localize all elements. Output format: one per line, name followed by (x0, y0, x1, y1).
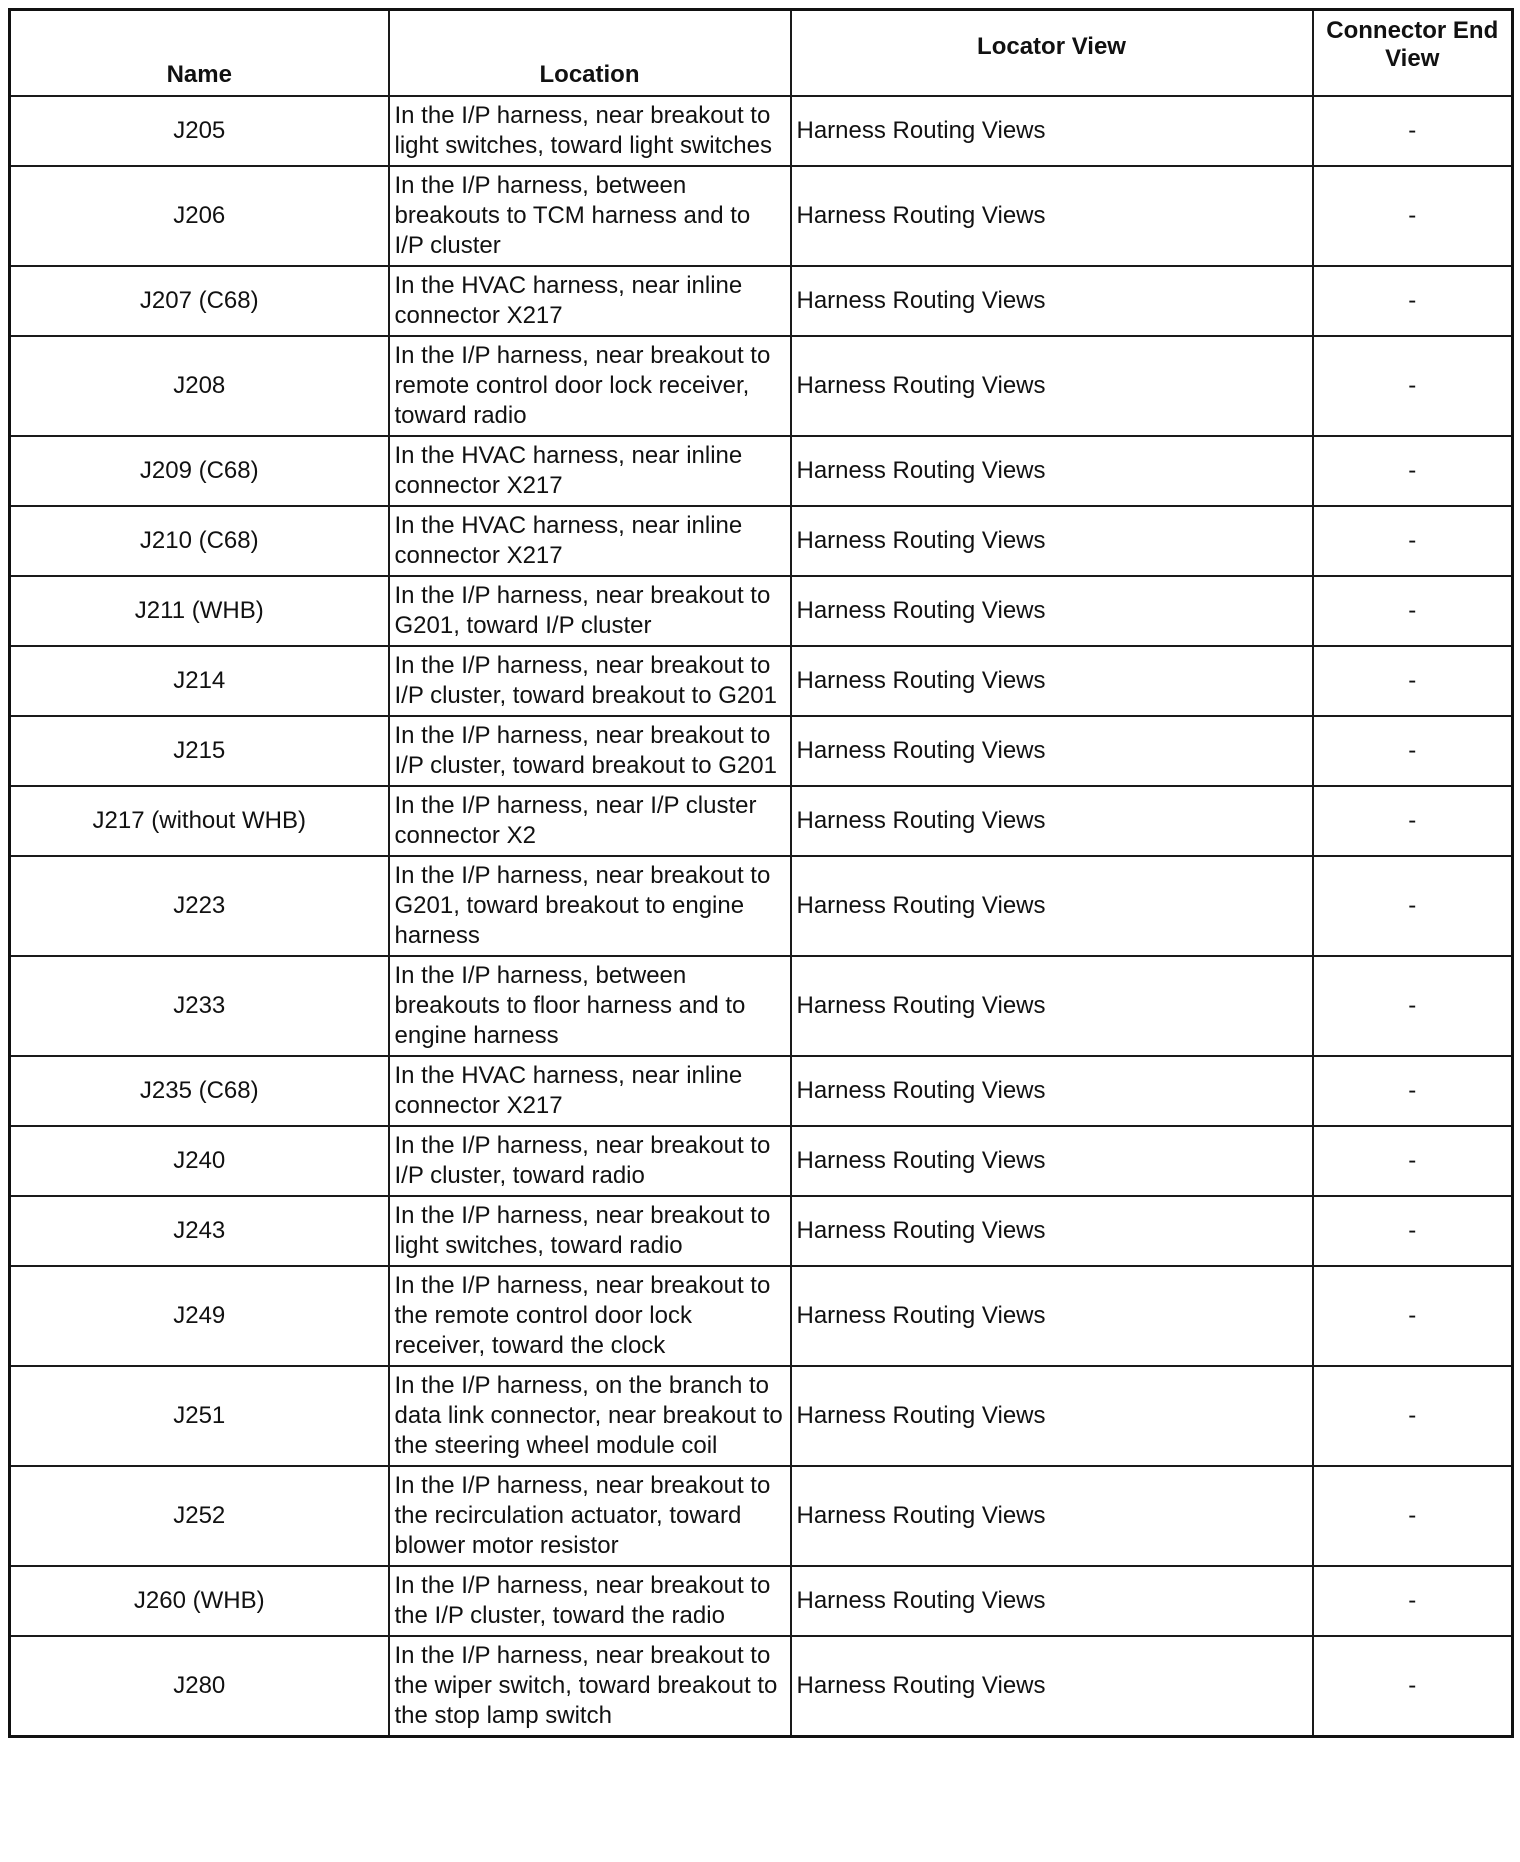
cell-name: J240 (10, 1126, 389, 1196)
cell-name: J243 (10, 1196, 389, 1266)
table-row (10, 96, 1513, 166)
cell-connector-end-view: - (1313, 1056, 1513, 1126)
cell-location: In the I/P harness, near breakout to I/P cluster, toward breakout to G201 (389, 716, 791, 786)
cell-connector-end-view: - (1313, 1566, 1513, 1636)
cell-locator-view: Harness Routing Views (791, 1366, 1313, 1466)
table-row (10, 576, 1513, 646)
cell-name: J217 (without WHB) (10, 786, 389, 856)
cell-locator-view: Harness Routing Views (791, 786, 1313, 856)
cell-name: J233 (10, 956, 389, 1056)
cell-locator-view: Harness Routing Views (791, 436, 1313, 506)
cell-location: In the I/P harness, near breakout to I/P cluster, toward radio (389, 1126, 791, 1196)
cell-name: J208 (10, 336, 389, 436)
cell-locator-view: Harness Routing Views (791, 576, 1313, 646)
table-row (10, 646, 1513, 716)
cell-connector-end-view: - (1313, 336, 1513, 436)
cell-location: In the HVAC harness, near inline connector X217 (389, 506, 791, 576)
table-row (10, 1466, 1513, 1566)
cell-name: J205 (10, 96, 389, 166)
cell-connector-end-view: - (1313, 786, 1513, 856)
cell-connector-end-view: - (1313, 1636, 1513, 1737)
table-row (10, 1366, 1513, 1466)
cell-name: J249 (10, 1266, 389, 1366)
table-row (10, 1056, 1513, 1126)
cell-location: In the I/P harness, near breakout to G201, toward I/P cluster (389, 576, 791, 646)
cell-connector-end-view: - (1313, 96, 1513, 166)
cell-locator-view: Harness Routing Views (791, 1466, 1313, 1566)
cell-name: J223 (10, 856, 389, 956)
cell-locator-view: Harness Routing Views (791, 956, 1313, 1056)
cell-location: In the HVAC harness, near inline connector X217 (389, 1056, 791, 1126)
cell-locator-view: Harness Routing Views (791, 96, 1313, 166)
cell-name: J280 (10, 1636, 389, 1737)
cell-name: J260 (WHB) (10, 1566, 389, 1636)
cell-locator-view: Harness Routing Views (791, 1266, 1313, 1366)
table-row (10, 506, 1513, 576)
cell-locator-view: Harness Routing Views (791, 1126, 1313, 1196)
cell-connector-end-view: - (1313, 646, 1513, 716)
header-connector-end-view: Connector End View (1313, 10, 1513, 97)
table-row (10, 1566, 1513, 1636)
cell-locator-view: Harness Routing Views (791, 1056, 1313, 1126)
table-row (10, 436, 1513, 506)
cell-name: J235 (C68) (10, 1056, 389, 1126)
cell-location: In the I/P harness, near breakout to I/P cluster, toward breakout to G201 (389, 646, 791, 716)
table-row (10, 956, 1513, 1056)
cell-name: J252 (10, 1466, 389, 1566)
cell-connector-end-view: - (1313, 1366, 1513, 1466)
table-row (10, 1126, 1513, 1196)
table-row (10, 166, 1513, 266)
cell-name: J206 (10, 166, 389, 266)
cell-locator-view: Harness Routing Views (791, 646, 1313, 716)
header-name: Name (10, 10, 389, 97)
cell-connector-end-view: - (1313, 576, 1513, 646)
cell-connector-end-view: - (1313, 1126, 1513, 1196)
table-row (10, 786, 1513, 856)
cell-locator-view: Harness Routing Views (791, 1636, 1313, 1737)
cell-name: J207 (C68) (10, 266, 389, 336)
cell-location: In the HVAC harness, near inline connector X217 (389, 266, 791, 336)
cell-location: In the I/P harness, near breakout to light switches, toward light switches (389, 96, 791, 166)
cell-locator-view: Harness Routing Views (791, 1196, 1313, 1266)
header-locator-view: Locator View (791, 10, 1313, 97)
cell-location: In the HVAC harness, near inline connector X217 (389, 436, 791, 506)
cell-location: In the I/P harness, between breakouts to floor harness and to engine harness (389, 956, 791, 1056)
cell-name: J214 (10, 646, 389, 716)
table-row (10, 856, 1513, 956)
cell-locator-view: Harness Routing Views (791, 266, 1313, 336)
cell-location: In the I/P harness, near breakout to G201, toward breakout to engine harness (389, 856, 791, 956)
cell-connector-end-view: - (1313, 856, 1513, 956)
table-row (10, 1636, 1513, 1737)
cell-location: In the I/P harness, near breakout to the I/P cluster, toward the radio (389, 1566, 791, 1636)
cell-locator-view: Harness Routing Views (791, 506, 1313, 576)
cell-location: In the I/P harness, near breakout to the wiper switch, toward breakout to the stop lamp switch (389, 1636, 791, 1737)
cell-connector-end-view: - (1313, 1466, 1513, 1566)
table-body (10, 96, 1513, 1737)
table-row (10, 716, 1513, 786)
cell-name: J210 (C68) (10, 506, 389, 576)
cell-location: In the I/P harness, between breakouts to TCM harness and to I/P cluster (389, 166, 791, 266)
table-row (10, 1196, 1513, 1266)
cell-locator-view: Harness Routing Views (791, 856, 1313, 956)
cell-connector-end-view: - (1313, 166, 1513, 266)
cell-connector-end-view: - (1313, 716, 1513, 786)
cell-connector-end-view: - (1313, 266, 1513, 336)
cell-name: J251 (10, 1366, 389, 1466)
cell-locator-view: Harness Routing Views (791, 1566, 1313, 1636)
table-row (10, 266, 1513, 336)
table-row (10, 1266, 1513, 1366)
cell-location: In the I/P harness, near I/P cluster connector X2 (389, 786, 791, 856)
cell-connector-end-view: - (1313, 956, 1513, 1056)
cell-connector-end-view: - (1313, 1196, 1513, 1266)
cell-connector-end-view: - (1313, 1266, 1513, 1366)
connector-table (8, 8, 1514, 1738)
cell-location: In the I/P harness, near breakout to remote control door lock receiver, toward radio (389, 336, 791, 436)
cell-location: In the I/P harness, on the branch to data link connector, near breakout to the steering wheel module coil (389, 1366, 791, 1466)
header-location: Location (389, 10, 791, 97)
cell-location: In the I/P harness, near breakout to light switches, toward radio (389, 1196, 791, 1266)
cell-connector-end-view: - (1313, 506, 1513, 576)
cell-location: In the I/P harness, near breakout to the recirculation actuator, toward blower motor resistor (389, 1466, 791, 1566)
cell-locator-view: Harness Routing Views (791, 166, 1313, 266)
header-row (10, 10, 1513, 97)
cell-location: In the I/P harness, near breakout to the remote control door lock receiver, toward the clock (389, 1266, 791, 1366)
table-row (10, 336, 1513, 436)
cell-connector-end-view: - (1313, 436, 1513, 506)
cell-name: J211 (WHB) (10, 576, 389, 646)
cell-name: J209 (C68) (10, 436, 389, 506)
cell-locator-view: Harness Routing Views (791, 336, 1313, 436)
cell-name: J215 (10, 716, 389, 786)
cell-locator-view: Harness Routing Views (791, 716, 1313, 786)
